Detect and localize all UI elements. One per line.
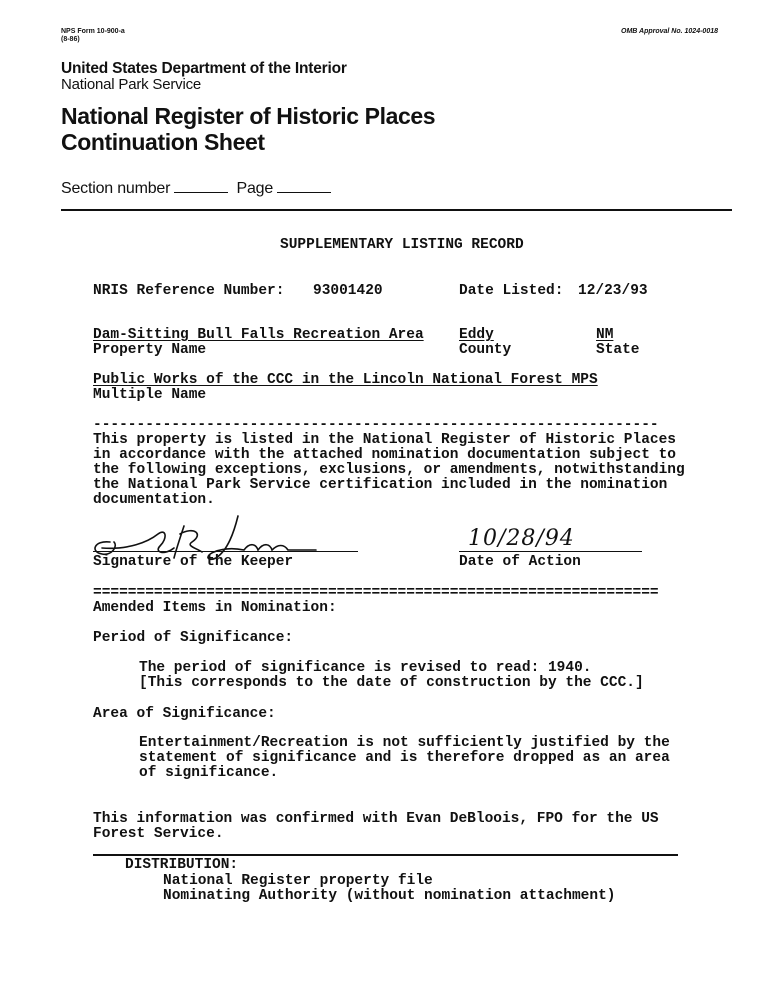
page-number-field [277, 191, 331, 193]
confirmation-text: This information was confirmed with Evan DeBloois, FPO for the US Forest Service. [93, 811, 659, 842]
area-heading: Area of Significance: [93, 706, 276, 722]
multiple-name: Public Works of the CCC in the Lincoln National Forest MPS [93, 372, 598, 388]
agency-name: National Park Service [61, 76, 202, 93]
amended-heading: Amended Items in Nomination: [93, 600, 337, 616]
date-line [459, 551, 642, 552]
form-subtitle: Continuation Sheet [61, 129, 265, 155]
area-text: Entertainment/Recreation is not sufficiently justified by the statement of significance and is therefore dropped as an area of significance. [139, 735, 670, 781]
statement-paragraph: This property is listed in the National Register of Historic Places in accordance with the attached nomination documentation subject to the following exceptions, exclusions, or amendments, notwithstanding the National Park Service certification included in the nomination documentation. [93, 432, 685, 508]
state-value: NM [596, 327, 614, 343]
nris-label: NRIS Reference Number: [93, 283, 285, 299]
distribution-rule [93, 854, 678, 856]
period-heading: Period of Significance: [93, 630, 294, 646]
section-number-label: Section number [61, 180, 171, 197]
multiple-name-label: Multiple Name [93, 387, 207, 403]
date-listed-value: 12/23/93 [578, 283, 648, 299]
action-date-handwritten: 10/28/94 [468, 526, 575, 551]
signature-line [93, 551, 358, 552]
signature-label: Signature of the Keeper [93, 554, 294, 570]
dash-rule: ----------------------------------------------------------------- [93, 417, 659, 433]
header-rule [61, 209, 732, 211]
distribution-item: Nominating Authority (without nomination attachment) [163, 888, 616, 904]
form-number: NPS Form 10-900-a (8-86) [61, 28, 125, 43]
department-name: United States Department of the Interior [61, 60, 347, 77]
state-label: State [596, 342, 640, 358]
nris-value: 93001420 [313, 283, 383, 299]
distribution-heading: DISTRIBUTION: [125, 857, 239, 873]
property-name: Dam-Sitting Bull Falls Recreation Area [93, 327, 424, 343]
page-label: Page [236, 180, 274, 197]
form-title: National Register of Historic Places [61, 103, 436, 129]
date-of-action-label: Date of Action [459, 554, 581, 570]
omb-approval: OMB Approval No. 1024-0018 [621, 28, 718, 35]
form-date: (8-86) [61, 36, 80, 43]
property-name-label: Property Name [93, 342, 207, 358]
county-label: County [459, 342, 512, 358]
section-number-field [174, 191, 228, 193]
date-listed-label: Date Listed: [459, 283, 564, 299]
distribution-item: National Register property file [163, 873, 433, 889]
record-heading: SUPPLEMENTARY LISTING RECORD [280, 237, 524, 253]
county-value: Eddy [459, 327, 494, 343]
period-text: The period of significance is revised to read: 1940. [This corresponds to the date of construction by the CCC.] [139, 660, 644, 691]
double-rule: ================================================================= [93, 585, 659, 601]
section-page-line [61, 180, 335, 198]
